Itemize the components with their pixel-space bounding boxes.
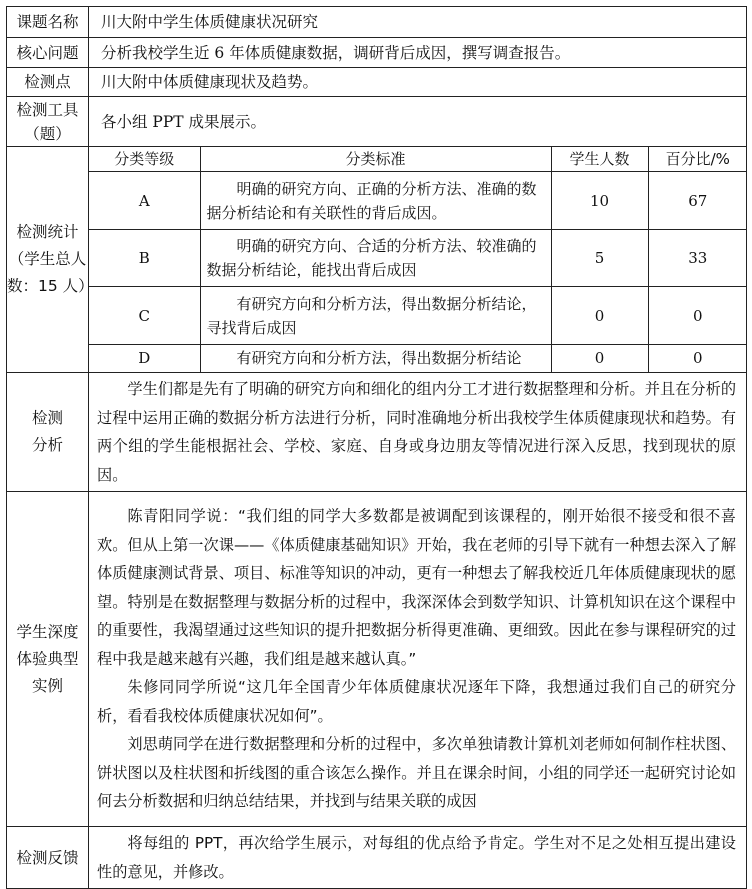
experience-paragraph-1: 陈青阳同学说：“我们组的同学大多数都是被调配到该课程的，刚开始很不接受和很不喜欢。但从上第一次课——《体质健康基础知识》开始，我在老师的引导下就有一种想去深入了解体质健康测试背景、项目、标准等知识的冲动，更有一种想去了解我校近几年体质健康现状的愿望。特别是在数据整理与数据分析的过程中，我深深体会到数学知识、计算机知识在这个课程中的重要性，我渴望通过这些知识的提升把数据分析得更准确、更细致。因此在参与课程研究的过程中我是越来越有兴趣，我们组是越来越认真。”: [97, 507, 736, 668]
experience-label-line1: 学生深度: [16, 622, 79, 641]
grade-table: [89, 147, 747, 372]
stats-label: [7, 147, 94, 373]
percent-cell: 33: [648, 230, 747, 287]
feedback-row: [7, 827, 747, 889]
grade-cell: C: [89, 287, 200, 345]
assessment-table: [6, 6, 747, 889]
core-value: 分析我校学生近 6 年体质健康数据，调研背后成因，撰写调查报告。: [89, 38, 747, 68]
tool-value: 各小组 PPT 成果展示。: [89, 97, 747, 147]
experience-row: [7, 492, 747, 827]
tool-label-line2: （题）: [24, 124, 71, 143]
core-row: [7, 38, 747, 68]
header-standard: 分类标准: [200, 147, 551, 172]
tool-label: [7, 97, 89, 147]
percent-cell: 67: [648, 172, 747, 230]
analysis-label-line1: 检测: [31, 409, 63, 427]
grade-cell: D: [89, 345, 200, 372]
analysis-label: [7, 373, 89, 492]
grade-row-a: [89, 172, 747, 230]
count-cell: 0: [551, 287, 648, 345]
analysis-row: [7, 373, 747, 492]
grade-row-c: [89, 287, 747, 345]
experience-label-line2: 体验典型: [16, 649, 79, 668]
header-percent: 百分比/%: [648, 147, 747, 172]
experience-paragraph-2: 朱修同同学所说“这几年全国青少年体质健康状况逐年下降，我想通过我们自己的研究分析，看看我校体质健康状况如何”。: [97, 678, 736, 725]
topic-label: 课题名称: [7, 7, 89, 38]
experience-label: [7, 492, 89, 827]
analysis-text: 学生们都是先有了明确的研究方向和细化的组内分工才进行数据整理和分析。并且在分析的过程中运用正确的数据分析方法进行分析，同时准确地分析出我校学生体质健康现状和趋势。有两个组的学生能根据社会、学校、家庭、自身或身边朋友等情况进行深入反思，找到现状的原因。: [97, 380, 736, 484]
percent-cell: 0: [648, 287, 747, 345]
header-count: 学生人数: [551, 147, 648, 172]
count-cell: 5: [551, 230, 648, 287]
experience-label-line3: 实例: [31, 676, 63, 695]
standard-cell: 有研究方向和分析方法，得出数据分析结论，寻找背后成因: [200, 287, 551, 345]
core-label: 核心问题: [7, 38, 89, 68]
standard-cell: 明确的研究方向、合适的分析方法、较准确的数据分析结论，能找出背后成因: [200, 230, 551, 287]
grade-row-d: [89, 345, 747, 372]
stats-row: [7, 147, 747, 373]
standard-cell: 有研究方向和分析方法，得出数据分析结论: [200, 345, 551, 372]
grade-cell: B: [89, 230, 200, 287]
grade-table-header: [89, 147, 747, 172]
analysis-text-cell: [89, 373, 747, 492]
experience-text-cell: [89, 492, 747, 827]
header-grade: 分类等级: [89, 147, 200, 172]
feedback-text: 将每组的 PPT，再次给学生展示，对每组的优点给予肯定。学生对不足之处相互提出建设性的意见，并修改。: [97, 834, 736, 881]
count-cell: 10: [551, 172, 648, 230]
stats-label-line1: 检测统计: [16, 223, 79, 241]
tool-label-line1: 检测工具: [16, 100, 79, 119]
percent-cell: 0: [648, 345, 747, 372]
grade-row-b: [89, 230, 747, 287]
feedback-text-cell: [89, 827, 747, 889]
grade-cell: A: [89, 172, 200, 230]
topic-value: 川大附中学生体质健康状况研究: [89, 7, 747, 38]
stats-cell: [89, 147, 747, 373]
stats-label-line3: 数：15 人）: [7, 277, 94, 295]
topic-row: [7, 7, 747, 38]
point-row: [7, 68, 747, 97]
point-value: 川大附中体质健康现状及趋势。: [89, 68, 747, 97]
analysis-label-line2: 分析: [31, 436, 63, 454]
stats-label-line2: （学生总人: [8, 250, 87, 268]
point-label: 检测点: [7, 68, 89, 97]
standard-cell: 明确的研究方向、正确的分析方法、准确的数据分析结论和有关联性的背后成因。: [200, 172, 551, 230]
count-cell: 0: [551, 345, 648, 372]
feedback-label: 检测反馈: [7, 827, 89, 889]
tool-row: [7, 97, 747, 147]
experience-paragraph-3: 刘思萌同学在进行数据整理和分析的过程中，多次单独请教计算机刘老师如何制作柱状图、饼状图以及柱状图和折线图的重合该怎么操作。并且在课余时间，小组的同学还一起研究讨论如何去分析数据和归纳总结结果，并找到与结果关联的成因: [97, 735, 736, 811]
